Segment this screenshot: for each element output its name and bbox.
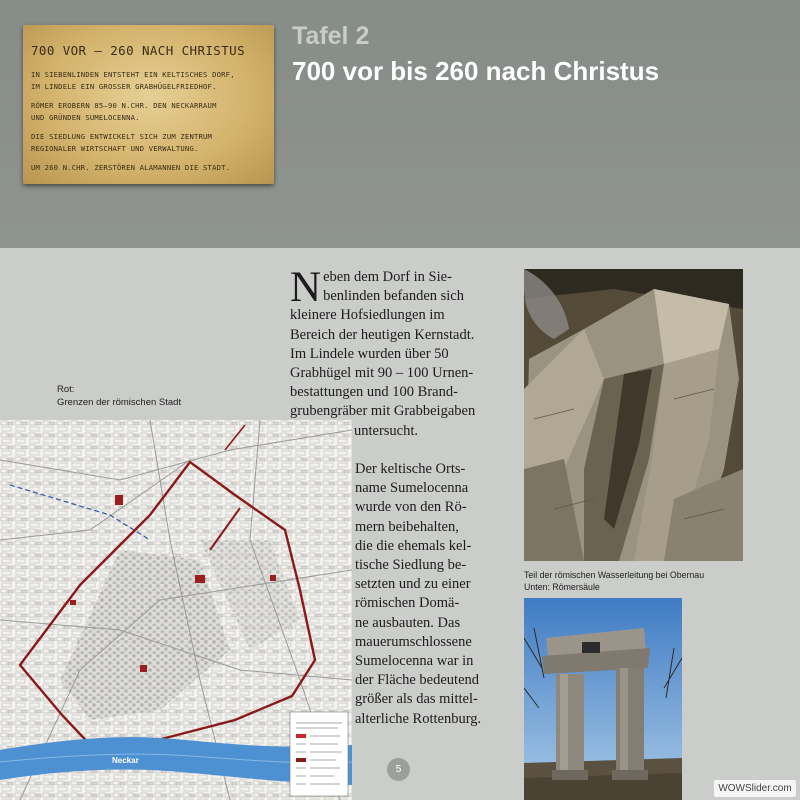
text-line: Der keltische Orts- <box>355 461 466 477</box>
plaque-line: UM 260 N.CHR. ZERSTÖREN ALAMANNEN DIE STADT. <box>31 163 231 172</box>
text-paragraph-2 <box>355 460 515 729</box>
text-line: grubengräber mit Grabbeigaben <box>290 403 476 420</box>
roman-column-photo <box>524 598 682 800</box>
plaque-line: RÖMER EROBERN 85–90 N.CHR. DEN NECKARRAUM <box>31 101 217 110</box>
text-line: Im Lindele wurden über 50 <box>290 345 449 362</box>
plaque-line: IN SIEBENLINDEN ENTSTEHT EIN KELTISCHES DORF, <box>31 70 235 79</box>
text-line: setzten und zu einer <box>355 576 471 593</box>
text-line: Sumelocenna war in <box>355 653 474 670</box>
caption-aqueduct: Teil der römischen Wasserleitung bei Obernau <box>524 570 705 580</box>
text-line: bestattungen und 100 Brand- <box>290 384 458 401</box>
plaque-line: IM LINDELE EIN GROSSER GRABHÜGELFRIEDHOF. <box>31 82 217 91</box>
caption-column: Unten: Römersäule <box>524 582 600 592</box>
text-line: Grabhügel mit 90 – 100 Urnen- <box>290 365 474 382</box>
drop-cap: N <box>290 264 322 311</box>
text-line: name Sumelocenna <box>355 480 469 497</box>
text-line: römischen Domä- <box>355 595 460 612</box>
text-line: alterliche Rottenburg. <box>355 710 482 727</box>
text-line: mauerumschlossene <box>355 633 472 650</box>
text-line: wurde von den Rö- <box>355 499 467 516</box>
plaque-title: 700 VOR – 260 NACH CHRISTUS <box>31 43 245 58</box>
page-title: 700 vor bis 260 nach Christus <box>292 56 660 86</box>
text-line: kleinere Hofsiedlungen im <box>290 307 445 324</box>
bronze-plaque <box>23 25 274 184</box>
watermark: WOWSlider.com <box>714 780 796 797</box>
map-legend-color: Rot: <box>57 384 75 395</box>
map-legend-description: Grenzen der römischen Stadt <box>57 397 182 408</box>
text-line: benlinden befanden sich <box>323 288 464 305</box>
map-legend-label <box>57 383 181 409</box>
aqueduct-photo <box>524 269 743 561</box>
panel-number: Tafel 2 <box>292 22 370 50</box>
plaque-line: REGIONALER WIRTSCHAFT UND VERWALTUNG. <box>31 144 199 153</box>
plaque-line: DIE SIEDLUNG ENTWICKELT SICH ZUM ZENTRUM <box>31 132 213 141</box>
city-map <box>0 420 352 800</box>
page-number: 5 <box>387 758 410 781</box>
plaque-line: UND GRÜNDEN SUMELOCENNA. <box>31 113 140 122</box>
city-map-drawing <box>0 420 352 800</box>
text-line: untersucht. <box>354 422 419 439</box>
roman-column-photo-drawing <box>524 598 682 800</box>
photo-caption <box>524 569 704 593</box>
river-label: Neckar <box>112 756 139 765</box>
text-line: Bereich der heutigen Kernstadt. <box>290 326 475 343</box>
text-paragraph-1 <box>290 264 514 441</box>
aqueduct-photo-drawing <box>524 269 743 561</box>
text-line: eben dem Dorf in Sie- <box>323 269 452 285</box>
text-line: größer als das mittel- <box>355 691 478 708</box>
text-line: die die ehemals kel- <box>355 537 472 554</box>
text-line: mern beibehalten, <box>355 518 459 535</box>
text-line: ne ausbauten. Das <box>355 614 461 631</box>
text-line: tische Siedlung be- <box>355 557 467 574</box>
text-line: der Fläche bedeutend <box>355 672 480 689</box>
